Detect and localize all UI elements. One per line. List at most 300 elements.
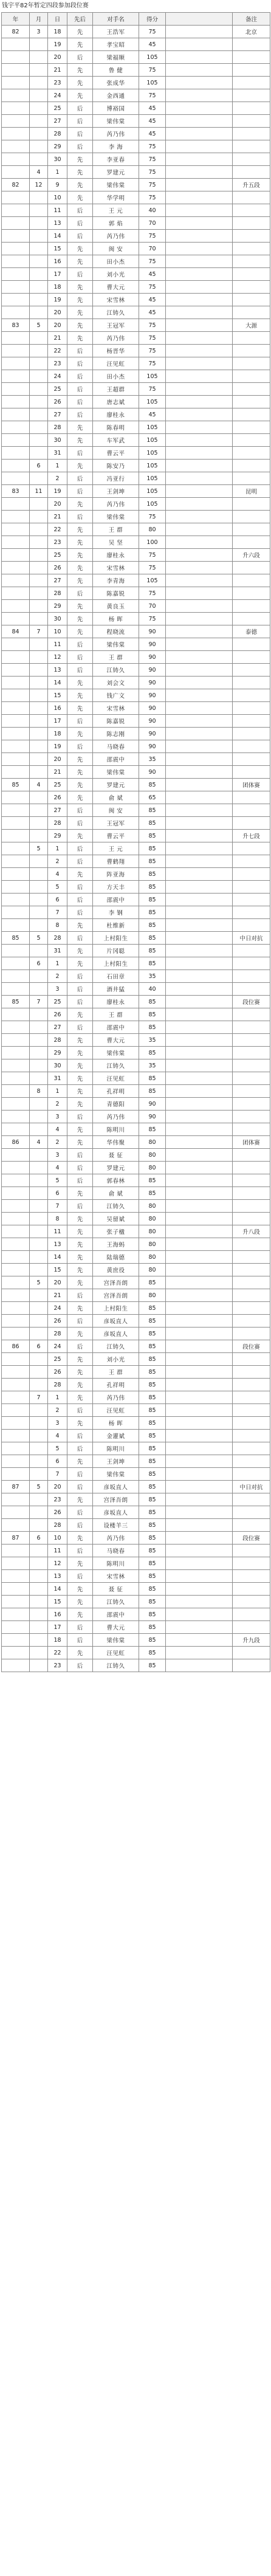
blank-cell (166, 562, 233, 574)
color-cell: 先 (67, 1187, 93, 1200)
year-cell (2, 1187, 30, 1200)
month-cell: 11 (30, 485, 48, 498)
opponent-cell: 陈志刚 (93, 728, 139, 740)
opponent-cell: 彦坂直人 (93, 1328, 139, 1340)
month-cell (30, 472, 48, 485)
opponent-cell: 宫泽吾朗 (93, 1289, 139, 1302)
score-cell: 85 (139, 1008, 166, 1021)
opponent-cell: 汪见虹 (93, 1404, 139, 1417)
blank-cell (166, 1519, 233, 1532)
day-cell: 24 (48, 370, 67, 383)
color-cell: 先 (67, 191, 93, 204)
score-cell: 75 (139, 179, 166, 191)
table-row (2, 294, 270, 306)
month-cell (30, 511, 48, 523)
day-cell: 11 (48, 204, 67, 217)
opponent-cell: 华学明 (93, 191, 139, 204)
remark-cell: 昆明 (233, 485, 270, 498)
opponent-cell: 宋雪林 (93, 562, 139, 574)
year-cell (2, 1008, 30, 1021)
day-cell: 20 (48, 1276, 67, 1289)
month-cell (30, 217, 48, 230)
remark-cell (233, 1519, 270, 1532)
month-cell (30, 983, 48, 996)
blank-cell (166, 740, 233, 753)
month-cell (30, 345, 48, 357)
month-cell: 5 (30, 319, 48, 332)
opponent-cell: 芮乃伟 (93, 230, 139, 243)
remark-cell (233, 677, 270, 689)
color-cell: 后 (67, 485, 93, 498)
blank-cell (166, 753, 233, 766)
year-cell (2, 906, 30, 919)
color-cell: 先 (67, 26, 93, 38)
table-row (2, 485, 270, 498)
opponent-cell: 上村阳生 (93, 1302, 139, 1315)
opponent-cell: 俞 斌 (93, 791, 139, 804)
color-cell: 后 (67, 906, 93, 919)
table-row (2, 1136, 270, 1149)
opponent-cell: 宫泽吾朗 (93, 1276, 139, 1289)
color-cell: 先 (67, 1366, 93, 1379)
opponent-cell: 罗建元 (93, 1162, 139, 1174)
remark-cell (233, 638, 270, 651)
blank-cell (166, 842, 233, 855)
score-cell: 40 (139, 204, 166, 217)
day-cell: 4 (48, 1123, 67, 1136)
remark-cell (233, 281, 270, 294)
color-cell: 先 (67, 1647, 93, 1659)
year-cell (2, 766, 30, 779)
year-cell (2, 332, 30, 345)
score-cell: 75 (139, 511, 166, 523)
day-cell: 26 (48, 1366, 67, 1379)
blank-cell (166, 498, 233, 511)
day-cell: 26 (48, 1506, 67, 1519)
remark-cell: 段位赛 (233, 1340, 270, 1353)
day-cell: 16 (48, 1608, 67, 1621)
score-cell: 35 (139, 753, 166, 766)
remark-cell (233, 1545, 270, 1557)
opponent-cell: 廖桂永 (93, 996, 139, 1008)
table-row (2, 77, 270, 89)
opponent-cell: 汪见虹 (93, 1072, 139, 1085)
score-cell: 65 (139, 791, 166, 804)
color-cell: 先 (67, 1417, 93, 1430)
opponent-cell: 王超群 (93, 383, 139, 396)
opponent-cell: 王 群 (93, 651, 139, 664)
month-cell (30, 1174, 48, 1187)
year-cell: 83 (2, 319, 30, 332)
blank-cell (166, 587, 233, 600)
remark-cell (233, 1315, 270, 1328)
table-row (2, 945, 270, 957)
score-cell: 80 (139, 1162, 166, 1174)
blank-cell (166, 957, 233, 970)
day-cell: 8 (48, 1213, 67, 1225)
year-cell (2, 421, 30, 434)
blank-cell (166, 115, 233, 128)
blank-cell (166, 945, 233, 957)
blank-cell (166, 230, 233, 243)
year-cell (2, 715, 30, 728)
color-cell: 后 (67, 638, 93, 651)
score-cell: 80 (139, 1136, 166, 1149)
color-cell: 先 (67, 1008, 93, 1021)
color-cell: 先 (67, 574, 93, 587)
month-cell (30, 1596, 48, 1608)
year-cell (2, 1557, 30, 1570)
year-cell (2, 664, 30, 677)
year-cell (2, 447, 30, 460)
month-cell (30, 613, 48, 625)
day-cell: 26 (48, 562, 67, 574)
table-row (2, 779, 270, 791)
month-cell (30, 574, 48, 587)
table-row (2, 1047, 270, 1059)
blank-cell (166, 421, 233, 434)
remark-cell (233, 1276, 270, 1289)
month-cell (30, 881, 48, 894)
score-cell: 85 (139, 932, 166, 945)
year-cell (2, 230, 30, 243)
opponent-cell: 张子楹 (93, 1225, 139, 1238)
color-cell: 后 (67, 1545, 93, 1557)
color-cell: 后 (67, 383, 93, 396)
blank-cell (166, 702, 233, 715)
opponent-cell: 孔祥明 (93, 1379, 139, 1391)
opponent-cell: 邵震中 (93, 1608, 139, 1621)
color-cell: 先 (67, 689, 93, 702)
month-cell (30, 600, 48, 613)
remark-cell (233, 855, 270, 868)
score-cell: 85 (139, 1276, 166, 1289)
blank-cell (166, 1557, 233, 1570)
day-cell: 23 (48, 1493, 67, 1506)
month-cell (30, 408, 48, 421)
blank-cell (166, 179, 233, 191)
month-cell (30, 1264, 48, 1276)
table-row (2, 1634, 270, 1647)
month-cell (30, 1302, 48, 1315)
blank-cell (166, 830, 233, 842)
blank-cell (166, 689, 233, 702)
column-header-month: 月 (30, 13, 48, 26)
month-cell (30, 1659, 48, 1672)
opponent-cell: 梁伟棠 (93, 1047, 139, 1059)
score-cell: 85 (139, 855, 166, 868)
blank-cell (166, 64, 233, 77)
opponent-cell: 上村阳生 (93, 932, 139, 945)
day-cell: 24 (48, 89, 67, 102)
table-row (2, 1366, 270, 1379)
color-cell: 先 (67, 1251, 93, 1264)
opponent-cell: 宋雪林 (93, 1570, 139, 1583)
color-cell: 先 (67, 319, 93, 332)
score-cell: 85 (139, 1532, 166, 1545)
opponent-cell: 邵震中 (93, 753, 139, 766)
remark-cell (233, 255, 270, 268)
opponent-cell: 刘会文 (93, 677, 139, 689)
month-cell (30, 715, 48, 728)
opponent-cell: 彦坂直人 (93, 1481, 139, 1493)
blank-cell (166, 77, 233, 89)
day-cell: 20 (48, 319, 67, 332)
table-row (2, 1302, 270, 1315)
remark-cell (233, 1596, 270, 1608)
opponent-cell: 王剑坤 (93, 1455, 139, 1468)
blank-cell (166, 600, 233, 613)
score-cell: 85 (139, 1404, 166, 1417)
opponent-cell: 芮乃伟 (93, 332, 139, 345)
year-cell (2, 791, 30, 804)
year-cell (2, 613, 30, 625)
month-cell (30, 243, 48, 255)
score-cell: 80 (139, 1238, 166, 1251)
day-cell: 7 (48, 1200, 67, 1213)
year-cell (2, 460, 30, 472)
score-cell: 80 (139, 1251, 166, 1264)
year-cell (2, 817, 30, 830)
remark-cell (233, 408, 270, 421)
score-cell: 105 (139, 396, 166, 408)
month-cell (30, 89, 48, 102)
opponent-cell: 邵震中 (93, 1021, 139, 1034)
year-cell: 86 (2, 1340, 30, 1353)
table-row (2, 970, 270, 983)
day-cell: 21 (48, 1289, 67, 1302)
opponent-cell: 王 群 (93, 523, 139, 536)
remark-cell (233, 1557, 270, 1570)
month-cell (30, 906, 48, 919)
blank-cell (166, 574, 233, 587)
score-cell: 85 (139, 1430, 166, 1442)
year-cell (2, 1455, 30, 1468)
blank-cell (166, 306, 233, 319)
opponent-cell: 青德阳 (93, 1098, 139, 1111)
month-cell (30, 1149, 48, 1162)
score-cell: 85 (139, 1647, 166, 1659)
color-cell: 先 (67, 1608, 93, 1621)
table-row (2, 1034, 270, 1047)
remark-cell: 北京 (233, 26, 270, 38)
month-cell (30, 1059, 48, 1072)
day-cell: 3 (48, 1111, 67, 1123)
score-cell: 85 (139, 868, 166, 881)
table-row (2, 677, 270, 689)
remark-cell: 升九段 (233, 1634, 270, 1647)
blank-cell (166, 1276, 233, 1289)
color-cell: 先 (67, 1302, 93, 1315)
year-cell (2, 243, 30, 255)
table-row (2, 1174, 270, 1187)
blank-cell (166, 651, 233, 664)
remark-cell (233, 1506, 270, 1519)
table-row (2, 89, 270, 102)
year-cell: 85 (2, 932, 30, 945)
table-row (2, 728, 270, 740)
year-cell (2, 64, 30, 77)
opponent-cell: 杜维新 (93, 919, 139, 932)
year-cell (2, 217, 30, 230)
month-cell (30, 868, 48, 881)
color-cell: 先 (67, 332, 93, 345)
month-cell (30, 64, 48, 77)
day-cell: 27 (48, 408, 67, 421)
color-cell: 后 (67, 1149, 93, 1162)
remark-cell (233, 472, 270, 485)
remark-cell: 团体赛 (233, 779, 270, 791)
opponent-cell: 梁伟棠 (93, 638, 139, 651)
day-cell: 23 (48, 357, 67, 370)
remark-cell (233, 1187, 270, 1200)
opponent-cell: 马晓春 (93, 1545, 139, 1557)
month-cell (30, 523, 48, 536)
day-cell: 15 (48, 1264, 67, 1276)
day-cell: 25 (48, 779, 67, 791)
score-cell: 75 (139, 166, 166, 179)
day-cell: 27 (48, 804, 67, 817)
table-row (2, 1021, 270, 1034)
month-cell: 4 (30, 166, 48, 179)
table-row (2, 128, 270, 140)
opponent-cell: 彦坂直人 (93, 1506, 139, 1519)
year-cell (2, 562, 30, 574)
color-cell: 后 (67, 842, 93, 855)
day-cell: 24 (48, 1302, 67, 1315)
color-cell: 先 (67, 1493, 93, 1506)
blank-cell (166, 281, 233, 294)
score-cell: 75 (139, 549, 166, 562)
blank-cell (166, 855, 233, 868)
day-cell: 13 (48, 1570, 67, 1583)
color-cell: 后 (67, 140, 93, 153)
year-cell (2, 1149, 30, 1162)
table-row (2, 408, 270, 421)
day-cell: 15 (48, 689, 67, 702)
blank-cell (166, 1187, 233, 1200)
table-row (2, 817, 270, 830)
opponent-cell: 宫泽吾朗 (93, 1493, 139, 1506)
opponent-cell: 吴留斌 (93, 1213, 139, 1225)
color-cell: 先 (67, 1532, 93, 1545)
remark-cell: 升八段 (233, 1225, 270, 1238)
month-cell (30, 1570, 48, 1583)
color-cell: 先 (67, 1034, 93, 1047)
table-row (2, 281, 270, 294)
year-cell: 86 (2, 1136, 30, 1149)
blank-cell (166, 1315, 233, 1328)
month-cell (30, 1047, 48, 1059)
year-cell (2, 753, 30, 766)
day-cell: 5 (48, 1442, 67, 1455)
day-cell: 15 (48, 243, 67, 255)
month-cell (30, 1225, 48, 1238)
color-cell: 先 (67, 830, 93, 842)
color-cell: 后 (67, 115, 93, 128)
blank-cell (166, 332, 233, 345)
score-cell: 85 (139, 1366, 166, 1379)
blank-cell (166, 1404, 233, 1417)
year-cell (2, 1430, 30, 1442)
month-cell (30, 1111, 48, 1123)
month-cell (30, 1289, 48, 1302)
day-cell: 22 (48, 523, 67, 536)
day-cell: 23 (48, 77, 67, 89)
remark-cell (233, 396, 270, 408)
day-cell: 19 (48, 740, 67, 753)
blank-cell (166, 255, 233, 268)
month-cell (30, 804, 48, 817)
table-row (2, 1251, 270, 1264)
opponent-cell: 梁伟棠 (93, 511, 139, 523)
year-cell (2, 600, 30, 613)
table-row (2, 1238, 270, 1251)
table-row (2, 1315, 270, 1328)
color-cell: 后 (67, 128, 93, 140)
table-row (2, 1225, 270, 1238)
year-cell (2, 1493, 30, 1506)
opponent-cell: 罗建元 (93, 779, 139, 791)
table-row (2, 881, 270, 894)
blank-cell (166, 1659, 233, 1672)
year-cell (2, 357, 30, 370)
blank-cell (166, 1174, 233, 1187)
day-cell: 28 (48, 1379, 67, 1391)
score-cell: 85 (139, 804, 166, 817)
remark-cell (233, 1238, 270, 1251)
opponent-cell: 曹云平 (93, 447, 139, 460)
score-cell: 105 (139, 421, 166, 434)
opponent-cell: 陈明川 (93, 1442, 139, 1455)
table-row (2, 1264, 270, 1276)
color-cell: 先 (67, 728, 93, 740)
color-cell: 后 (67, 932, 93, 945)
year-cell (2, 1238, 30, 1251)
year-cell (2, 115, 30, 128)
blank-cell (166, 791, 233, 804)
day-cell: 16 (48, 702, 67, 715)
year-cell (2, 383, 30, 396)
color-cell: 后 (67, 1200, 93, 1213)
remark-cell (233, 574, 270, 587)
score-cell: 100 (139, 536, 166, 549)
color-cell: 后 (67, 51, 93, 64)
blank-cell (166, 881, 233, 894)
year-cell (2, 1647, 30, 1659)
month-cell (30, 1008, 48, 1021)
color-cell: 先 (67, 294, 93, 306)
score-cell: 85 (139, 1328, 166, 1340)
score-cell: 75 (139, 332, 166, 345)
month-cell (30, 664, 48, 677)
year-cell (2, 38, 30, 51)
score-cell: 45 (139, 268, 166, 281)
blank-cell (166, 357, 233, 370)
remark-cell (233, 651, 270, 664)
opponent-cell: 闽 安 (93, 804, 139, 817)
day-cell: 21 (48, 332, 67, 345)
year-cell (2, 1404, 30, 1417)
day-cell: 8 (48, 919, 67, 932)
color-cell: 先 (67, 89, 93, 102)
opponent-cell: 廖桂永 (93, 408, 139, 421)
table-row (2, 1506, 270, 1519)
day-cell: 5 (48, 1174, 67, 1187)
opponent-cell: 黄良玉 (93, 600, 139, 613)
remark-cell (233, 804, 270, 817)
month-cell (30, 1468, 48, 1481)
